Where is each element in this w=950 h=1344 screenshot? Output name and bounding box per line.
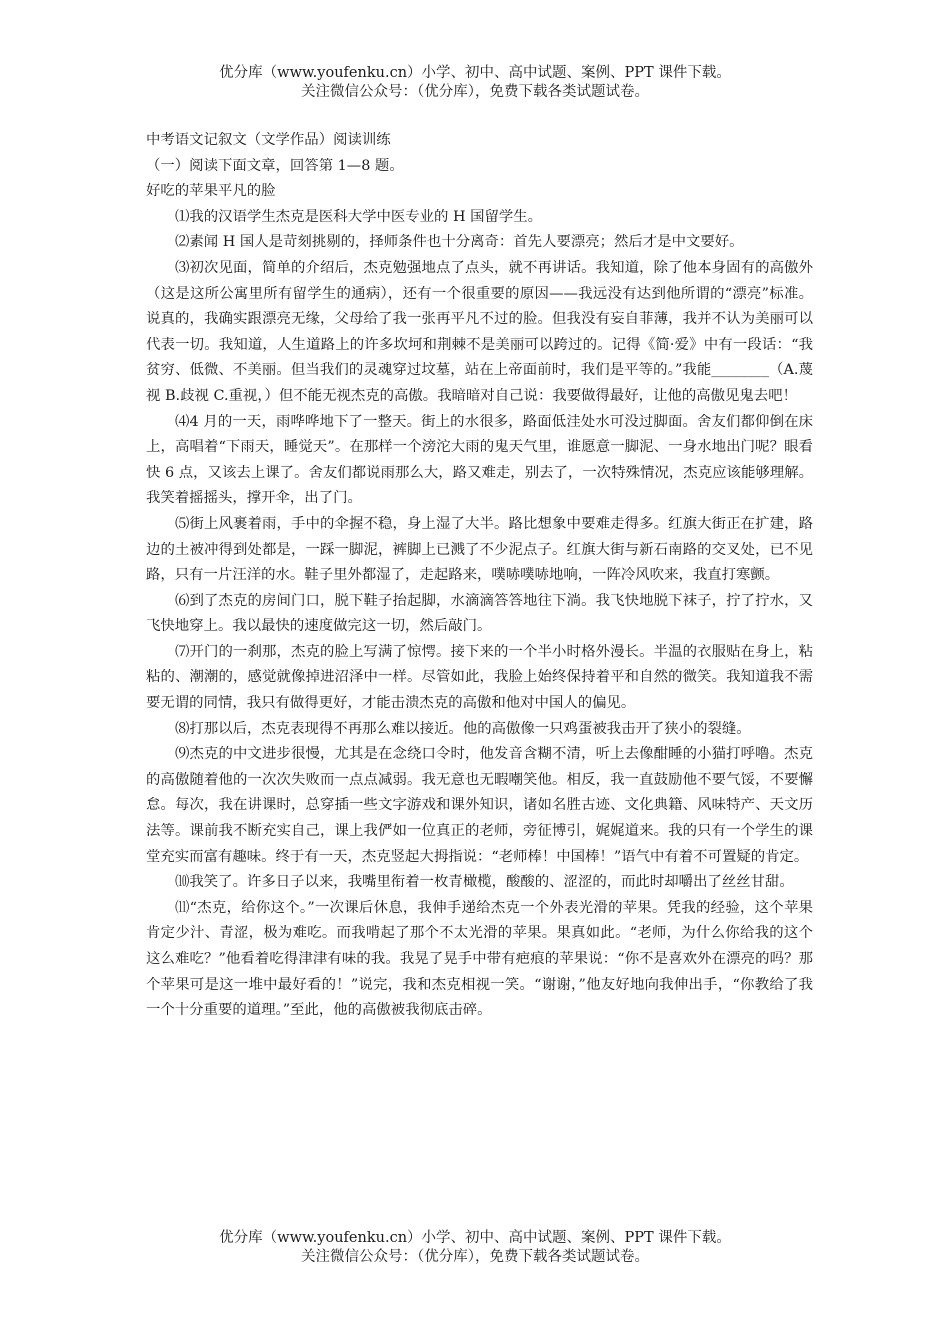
paragraph-1: ⑴我的汉语学生杰克是医科大学中医专业的 H 国留学生。 bbox=[175, 208, 543, 225]
page-footer bbox=[0, 1229, 950, 1267]
paragraph-10: ⑽我笑了。许多日子以来，我嘴里衔着一枚青橄榄，酸酸的、涩涩的，而此时却嚼出了丝丝甘甜。 bbox=[175, 874, 794, 891]
footer-line-2: 关注微信公众号：（优分库），免费下载各类试题试卷。 bbox=[301, 1249, 649, 1265]
paragraph-9: ⑼杰克的中文进步很慢，尤其是在念绕口令时，他发音含糊不清，听上去像酣睡的小猫打呼噜。杰克的高傲随着他的一次次失败而一点点减弱。我无意也无暇嘲笑他。相反，我一直鼓励他不要气馁，不要懈怠。每次，我在讲课时，总穿插一些文字游戏和课外知识，诸如名胜古迹、文化典籍、风味特产、天文历法等。课前我不断充实自己，课上我俨如一位真正的老师，旁征博引，娓娓道来。我的只有一个学生的课堂充实而富有趣味。终于有一天，杰克竖起大拇指说：“老师棒！中国棒！”语气中有着不可置疑的肯定。 bbox=[146, 746, 813, 865]
page-header bbox=[0, 64, 950, 102]
article-title: 好吃的苹果平凡的脸 bbox=[146, 183, 276, 200]
footer-line-1: 优分库（www.youfenku.cn）小学、初中、高中试题、案例、PPT 课件下载。 bbox=[219, 1230, 731, 1246]
paragraph-4: ⑷4 月的一天，雨哗哗地下了一整天。街上的水很多，路面低洼处水可没过脚面。舍友们都仰倒在床上，高唱着“下雨天，睡觉天”。在那样一个滂沱大雨的鬼天气里，谁愿意一脚泥、一身水地出门呢？眼看快 6 点，又该去上课了。舍友们都说雨那么大，路又难走，别去了，一次特殊情况，杰克应该能够理解。我笑着摇摇头，撑开伞，出了门。 bbox=[146, 413, 813, 507]
paragraph-6: ⑹到了杰克的房间门口，脱下鞋子抬起脚，水滴滴答答地往下淌。我飞快地脱下袜子，拧了拧水，又飞快地穿上。我以最快的速度做完这一切，然后敲门。 bbox=[146, 592, 813, 635]
header-line-2: 关注微信公众号：（优分库），免费下载各类试题试卷。 bbox=[301, 84, 649, 100]
header-line-1: 优分库（www.youfenku.cn）小学、初中、高中试题、案例、PPT 课件下载。 bbox=[219, 65, 731, 81]
reading-instruction: （一）阅读下面文章，回答第 1—8 题。 bbox=[146, 157, 404, 174]
document-body bbox=[146, 128, 813, 1024]
paragraph-3: ⑶初次见面，简单的介绍后，杰克勉强地点了点头，就不再讲话。我知道，除了他本身固有的高傲外（这是这所公寓里所有留学生的通病），还有一个很重要的原因——我远没有达到他所谓的“漂亮”标准。说真的，我确实跟漂亮无缘，父母给了我一张再平凡不过的脸。但我没有妄自菲薄，我并不认为美丽可以代表一切。我知道，人生道路上的许多坎坷和荆棘不是美丽可以跨过的。记得《简·爱》中有一段话：“我贫穷、低微、不美丽。但当我们的灵魂穿过坟墓，站在上帝面前时，我们是平等的。”我能________（A.蔑视 B.歧视 C.重视，）但不能无视杰克的高傲。我暗暗对自己说：我要做得最好，让他的高傲见鬼去吧！ bbox=[146, 259, 813, 404]
paragraph-7: ⑺开门的一刹那，杰克的脸上写满了惊愕。接下来的一个半小时格外漫长。半温的衣服贴在身上，粘粘的、潮潮的，感觉就像掉进沼泽中一样。尽管如此，我脸上始终保持着平和自然的微笑。我知道我不需要无谓的同情，我只有做得更好，才能击溃杰克的高傲和他对中国人的偏见。 bbox=[146, 643, 813, 712]
paragraph-2: ⑵素闻 H 国人是苛刻挑剔的，择师条件也十分离奇：首先人要漂亮；然后才是中文要好。 bbox=[175, 234, 744, 251]
paragraph-8: ⑻打那以后，杰克表现得不再那么难以接近。他的高傲像一只鸡蛋被我击开了狭小的裂缝。 bbox=[175, 720, 751, 737]
paragraph-11: ⑾“杰克，给你这个。”一次课后休息，我伸手递给杰克一个外表光滑的苹果。凭我的经验，这个苹果肯定少汁、青涩，极为难吃。而我啃起了那个不太光滑的苹果。果真如此。“老师，为什么你给我的这个这么难吃？”他看着吃得津津有味的我。我晃了晃手中带有疤痕的苹果说：“你不是喜欢外在漂亮的吗？那个苹果可是这一堆中最好看的！”说完，我和杰克相视一笑。“谢谢，”他友好地向我伸出手，“你教给了我一个十分重要的道理。”至此，他的高傲被我彻底击碎。 bbox=[146, 899, 813, 1019]
paragraph-5: ⑸街上风裹着雨，手中的伞握不稳，身上湿了大半。路比想象中要难走得多。红旗大街正在扩建，路边的土被冲得到处都是，一踩一脚泥，裤脚上已溅了不少泥点子。红旗大街与新石南路的交叉处，已不见路，只有一片汪洋的水。鞋子里外都湿了，走起路来，噗哧噗哧地响，一阵冷风吹来，我直打寒颤。 bbox=[146, 515, 813, 584]
document-title: 中考语文记叙文（文学作品）阅读训练 bbox=[146, 132, 391, 148]
